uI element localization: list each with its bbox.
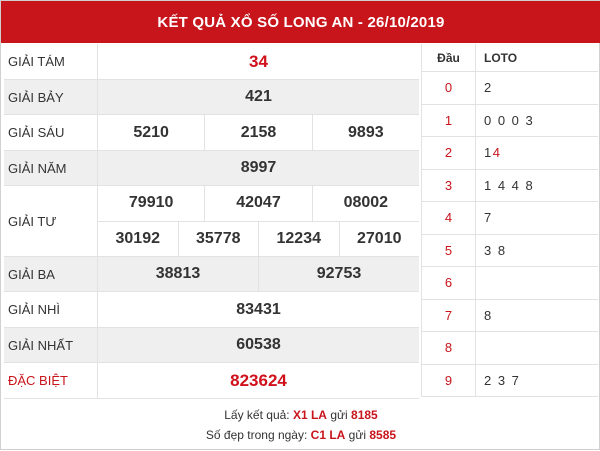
prize-row-tu bbox=[4, 186, 419, 257]
loto-row bbox=[422, 202, 598, 235]
prize-value: 9893 bbox=[312, 115, 419, 150]
loto-dau: 9 bbox=[422, 365, 476, 397]
loto-header-dau: Đầu bbox=[422, 44, 476, 71]
prize-row-tam bbox=[4, 44, 419, 80]
loto-digits: 2 3 7 bbox=[484, 372, 521, 388]
loto-dau: 6 bbox=[422, 267, 476, 299]
footer-mid: gửi bbox=[345, 428, 370, 442]
loto-values bbox=[476, 105, 598, 137]
prize-label-ba: GIẢI BA bbox=[4, 257, 98, 291]
loto-values bbox=[476, 365, 598, 397]
loto-row bbox=[422, 170, 598, 203]
sms-code: X1 LA bbox=[292, 408, 327, 422]
prize-label-bay: GIẢI BẢY bbox=[4, 80, 98, 114]
loto-values bbox=[476, 332, 598, 364]
loto-dau: 2 bbox=[422, 137, 476, 169]
prize-label-nam: GIẢI NĂM bbox=[4, 151, 98, 185]
prize-value: 79910 bbox=[128, 194, 174, 212]
prize-label-tam: GIẢI TÁM bbox=[4, 44, 98, 79]
sms-number: 8585 bbox=[369, 428, 397, 442]
loto-digits: 7 bbox=[484, 210, 493, 226]
prize-value: 5210 bbox=[133, 123, 169, 141]
prize-row-nhi bbox=[4, 292, 419, 328]
loto-table bbox=[421, 44, 598, 397]
prize-value: 8997 bbox=[240, 159, 277, 176]
prize-value: 12234 bbox=[258, 222, 339, 257]
loto-row bbox=[422, 365, 598, 398]
footer-prefix: Lấy kết quả: bbox=[224, 408, 293, 422]
prize-value: 42047 bbox=[204, 186, 311, 221]
loto-dau: 8 bbox=[422, 332, 476, 364]
loto-digits: 1 4 4 8 bbox=[484, 177, 535, 193]
loto-dau: 4 bbox=[422, 202, 476, 234]
loto-header-loto: LOTO bbox=[484, 50, 518, 65]
prize-row-nhat bbox=[4, 328, 419, 363]
prize-label-nhat: GIẢI NHẤT bbox=[4, 328, 98, 362]
sms-code: C1 LA bbox=[310, 428, 346, 442]
sms-footer bbox=[1, 401, 600, 451]
loto-dau: 0 bbox=[422, 72, 476, 104]
loto-values bbox=[476, 170, 598, 202]
footer-line-result bbox=[1, 405, 600, 425]
loto-digits: 8 bbox=[484, 307, 493, 323]
prize-value: 60538 bbox=[236, 336, 281, 353]
loto-dau: 5 bbox=[422, 235, 476, 267]
prize-value: 421 bbox=[245, 88, 272, 105]
prize-row-nam bbox=[4, 151, 419, 186]
prize-value: 27010 bbox=[339, 222, 420, 257]
special-prize-value: 823624 bbox=[230, 370, 287, 390]
loto-row bbox=[422, 332, 598, 365]
prize-row-ba bbox=[4, 257, 419, 292]
loto-values bbox=[476, 137, 598, 169]
prize-label-dacbiet: ĐẶC BIỆT bbox=[4, 363, 98, 398]
prize-row-dacbiet bbox=[4, 363, 419, 399]
loto-dau: 1 bbox=[422, 105, 476, 137]
loto-values bbox=[476, 235, 598, 267]
sms-number: 8185 bbox=[351, 408, 378, 422]
prize-label-tu: GIẢI TƯ bbox=[4, 186, 98, 256]
prize-value: 34 bbox=[249, 51, 268, 71]
footer-prefix: Số đẹp trong ngày: bbox=[205, 428, 311, 442]
loto-row bbox=[422, 300, 598, 333]
loto-dau: 3 bbox=[422, 170, 476, 202]
loto-row bbox=[422, 267, 598, 300]
prize-row-bay bbox=[4, 80, 419, 115]
loto-values bbox=[476, 72, 598, 104]
loto-row bbox=[422, 235, 598, 268]
footer-mid: gửi bbox=[326, 408, 352, 422]
loto-values bbox=[476, 300, 598, 332]
prize-row-sau bbox=[4, 115, 419, 151]
loto-values bbox=[476, 202, 598, 234]
prize-value: 83431 bbox=[236, 300, 281, 318]
loto-row bbox=[422, 137, 598, 170]
loto-digits: 0 0 0 3 bbox=[484, 112, 535, 128]
loto-digits: 2 bbox=[484, 80, 493, 96]
loto-dau: 7 bbox=[422, 300, 476, 332]
loto-values bbox=[476, 267, 598, 299]
loto-digits: 3 8 bbox=[484, 242, 507, 258]
loto-header bbox=[422, 44, 598, 72]
prize-value: 2158 bbox=[204, 115, 311, 150]
prize-table bbox=[4, 44, 419, 399]
footer-line-lucky bbox=[1, 425, 600, 445]
prize-label-nhi: GIẢI NHÌ bbox=[4, 292, 98, 327]
page-title: KẾT QUẢ XỔ SỐ LONG AN - 26/10/2019 bbox=[1, 1, 600, 43]
loto-row bbox=[422, 72, 598, 105]
prize-value: 35778 bbox=[178, 222, 259, 257]
loto-digits: 1 bbox=[484, 145, 493, 161]
prize-value: 30192 bbox=[115, 229, 160, 247]
loto-row bbox=[422, 105, 598, 138]
prize-label-sau: GIẢI SÁU bbox=[4, 115, 98, 150]
prize-value: 08002 bbox=[312, 186, 419, 221]
loto-digit-highlight: 4 bbox=[492, 145, 502, 161]
prize-value: 38813 bbox=[155, 265, 201, 282]
prize-value: 92753 bbox=[258, 257, 419, 291]
